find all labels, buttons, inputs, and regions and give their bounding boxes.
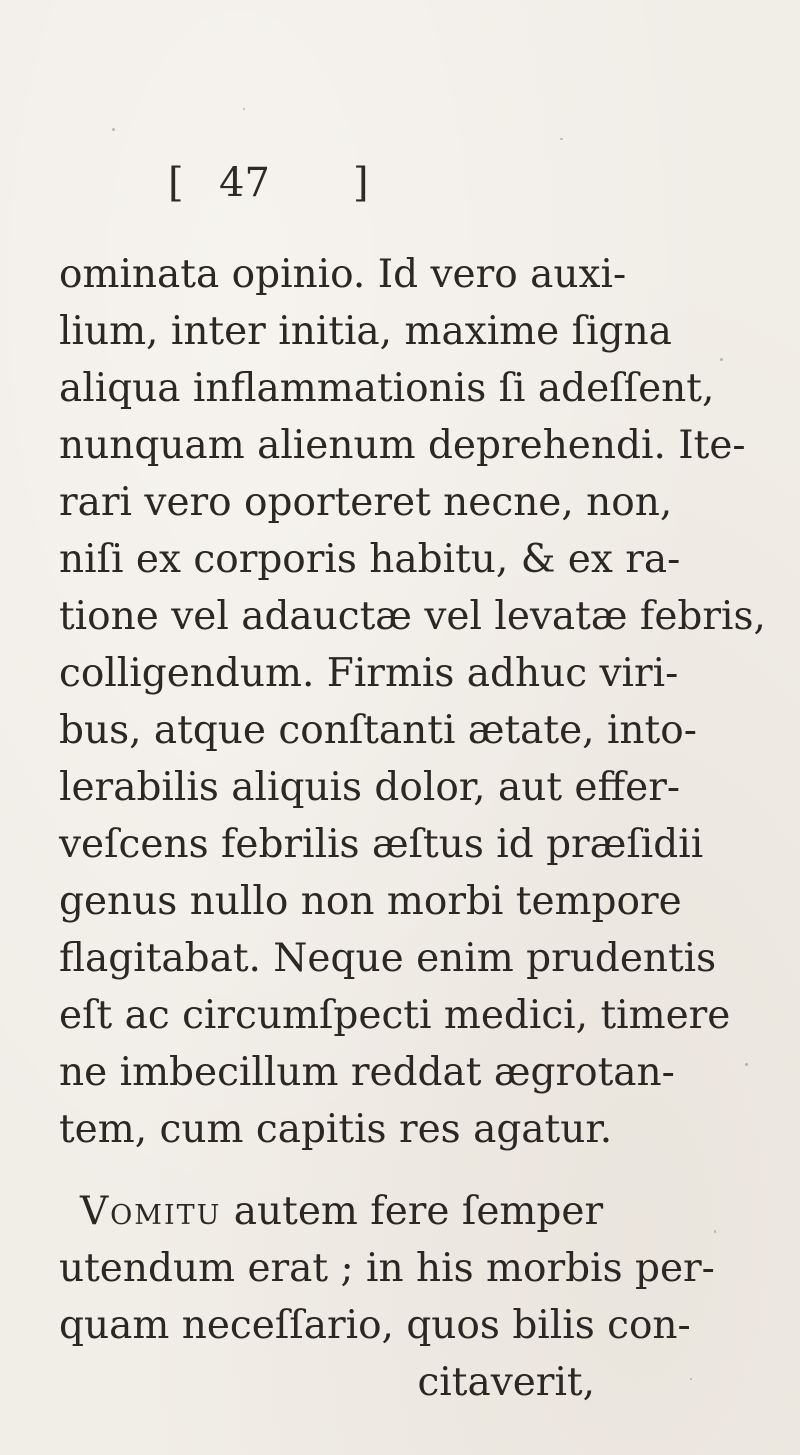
text-line-first: [80, 1187, 800, 1237]
page-number-bracket-close: ]: [353, 160, 369, 206]
text-line: tione vel adauctæ vel levatæ febris,: [59, 594, 766, 639]
text-line: bus, atque conſtanti ætate, into-: [59, 708, 697, 753]
page-number-value: 47: [219, 160, 270, 206]
paper-speck: [714, 1230, 716, 1233]
paper-speck: [720, 358, 723, 361]
lead-word-small-caps: Vomitu: [80, 1189, 222, 1234]
text-line: lerabilis aliquis dolor, aut effer-: [59, 765, 681, 810]
paper-speck: [112, 128, 115, 131]
catchword: citaverit,: [417, 1360, 595, 1405]
text-line: flagitabat. Neque enim prudentis: [59, 936, 717, 981]
text-line: ominata opinio. Id vero auxi-: [59, 252, 627, 297]
paper-speck: [690, 1378, 692, 1380]
text-line: quam neceſſario, quos bilis con-: [59, 1303, 691, 1348]
text-line: tem, cum capitis res agatur.: [59, 1107, 613, 1152]
text-line: niſi ex corporis habitu, & ex ra-: [59, 537, 681, 582]
paper-speck: [745, 1063, 748, 1066]
first-line-rest: autem fere ſemper: [221, 1189, 604, 1234]
text-line: lium, inter initia, maxime ſigna: [59, 309, 672, 354]
text-line: veſcens febrilis æſtus id præſidii: [59, 822, 704, 867]
text-line: eſt ac circumſpecti medici, timere: [59, 993, 731, 1038]
text-line: aliqua inflammationis ſi adeſſent,: [59, 366, 715, 411]
text-line: nunquam alienum deprehendi. Ite-: [59, 423, 746, 468]
paper-speck: [243, 108, 245, 110]
text-line: utendum erat ; in his morbis per-: [59, 1246, 715, 1291]
text-line: ne imbecillum reddat ægrotan-: [59, 1050, 675, 1095]
page-number-bracket-open: [: [168, 160, 184, 206]
text-line: colligendum. Firmis adhuc viri-: [59, 651, 679, 696]
paper-speck: [560, 138, 563, 140]
text-line: genus nullo non morbi tempore: [59, 879, 682, 924]
text-line: rari vero oporteret necne, non,: [59, 480, 673, 525]
